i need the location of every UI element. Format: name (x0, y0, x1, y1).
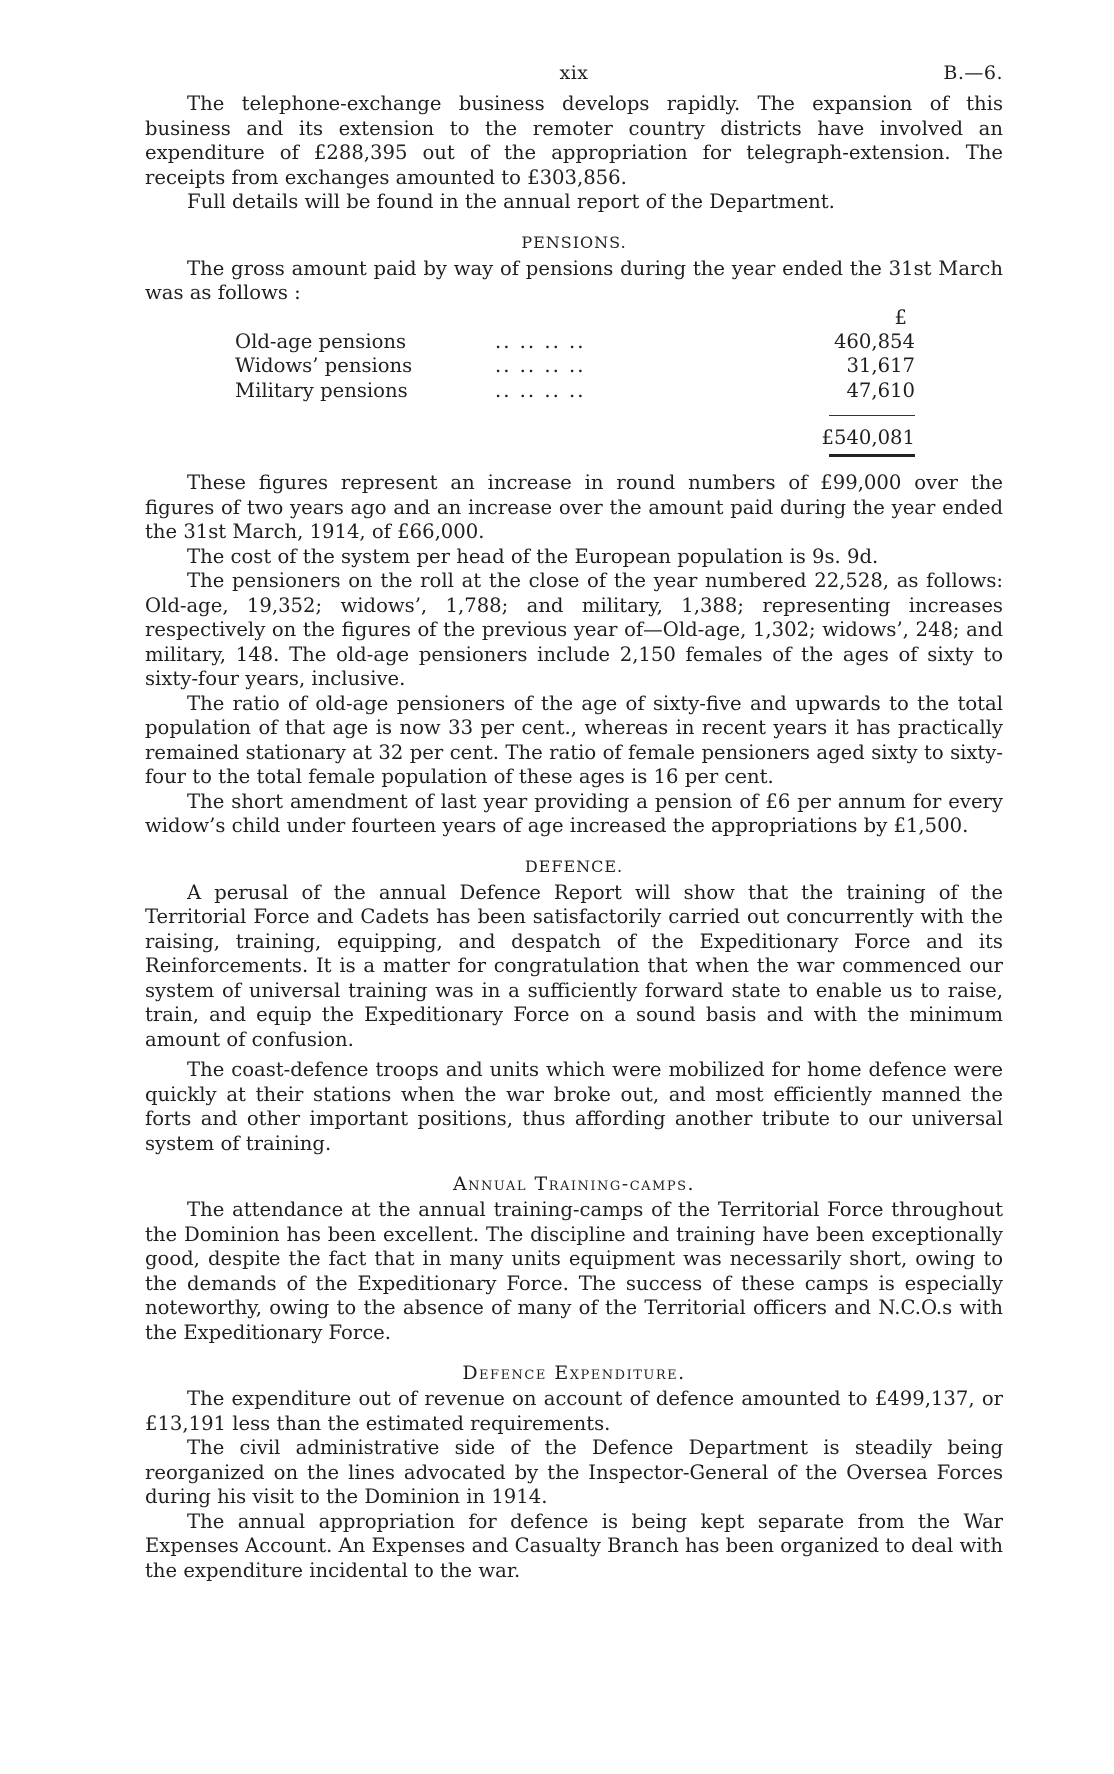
table-row (235, 330, 915, 355)
defence-report-paragraph: A perusal of the annual Defence Report will show that the training of the Territorial Force and Cadets has been satisfactorily carried out concurrently with the raising, training, equipping, and despatch of the Expeditionary Force and its Reinforcements. It is a matter for congratulation that when the war commenced our system of universal training was in a sufficiently forward state to enable us to raise, train, and equip the Expeditionary Force on a sound basis and with the minimum amount of confusion. (145, 880, 1003, 1051)
page-header (145, 62, 1003, 92)
total-rule (829, 454, 915, 457)
row-value: 460,854 (833, 329, 915, 353)
table-row (235, 354, 915, 379)
page-number: xix (559, 62, 589, 84)
row-label: Old-age pensions (235, 329, 407, 353)
row-label: Widows’ pensions (235, 354, 413, 377)
telephone-exchange-paragraph: The telephone-exchange business develops rapidly. The expansion of this business and its extension to the remoter country districts have involved an expenditure of £288,395 out of the appropriation for telegraph-extension. The receipts from exchanges amounted to £303,856. (145, 92, 1003, 189)
pensions-heading: PENSIONS. (521, 232, 627, 252)
subtotal-rule (829, 415, 915, 416)
defence-expenditure-heading: Defence Expenditure. (462, 1362, 686, 1384)
pensions-cost-paragraph: The cost of the system per head of the European population is 9s. 9d. (187, 544, 879, 568)
leader-dots: .. .. .. .. (495, 329, 586, 353)
pensions-intro-paragraph: The gross amount paid by way of pensions during the year ended the 31st March was as follows : (145, 256, 1003, 304)
coast-defence-paragraph: The coast-defence troops and units which were mobilized for home defence were quickly at their stations when the war broke out, and most efficiently manned the forts and other important positions, thus affording another tribute to our universal system of training. (145, 1058, 1003, 1155)
expenditure-revenue-paragraph: The expenditure out of revenue on account of defence amounted to £499,137, or £13,191 less than the estimated requirements. (145, 1387, 1003, 1435)
row-label: Military pensions (235, 378, 408, 402)
currency-unit: £ (894, 305, 907, 329)
pensioners-ratio-paragraph: The ratio of old-age pensioners of the age of sixty-five and upwards to the total population of that age is now 33 per cent., whereas in recent years it has practically remained stationary at 32 per cent. The ratio of female pensioners aged sixty to sixty-four to the total female population of these ages is 16 per cent. (145, 691, 1003, 788)
pensions-increase-paragraph: These figures represent an increase in round numbers of £99,000 over the figures of two years ago and an increase over the amount paid during the year ended the 31st March, 1914, of £66,000. (145, 471, 1003, 543)
training-camps-paragraph: The attendance at the annual training-camps of the Territorial Force throughout the Dominion has been excellent. The discipline and training have been exceptionally good, despite the fact that in many units equipment was necessarily short, owing to the demands of the Expeditionary Force. The success of these camps is especially noteworthy, owing to the absence of many of the Territorial officers and N.C.O.s with the Expeditionary Force. (145, 1198, 1003, 1344)
training-camps-heading: Annual Training-camps. (452, 1173, 696, 1195)
pensions-total: £540,081 (821, 426, 915, 449)
pension-amendment-paragraph: The short amendment of last year providing a pension of £6 per annum for every widow’s child under fourteen years of age increased the appropriations by £1,500. (145, 789, 1003, 837)
row-value: 47,610 (846, 378, 915, 402)
annual-report-paragraph: Full details will be found in the annual report of the Department. (187, 190, 835, 213)
civil-administration-paragraph: The civil administrative side of the Defence Department is steadily being reorganized on the lines advocated by the Inspector-General of the Oversea Forces during his visit to the Dominion in 1914. (145, 1436, 1003, 1508)
table-row (235, 379, 915, 404)
document-reference: B.—6. (943, 62, 1003, 84)
document-page (145, 62, 1003, 1583)
defence-heading: DEFENCE. (524, 856, 624, 876)
leader-dots: .. .. .. .. (495, 354, 586, 377)
row-value: 31,617 (846, 354, 915, 377)
leader-dots: .. .. .. .. (495, 378, 586, 402)
war-expenses-paragraph: The annual appropriation for defence is being kept separate from the War Expenses Account. An Expenses and Casualty Branch has been organized to deal with the expenditure incidental to the war. (145, 1509, 1003, 1582)
pensions-table (235, 306, 915, 458)
pensioners-count-paragraph: The pensioners on the roll at the close of the year numbered 22,528, as follows: Old-age, 19,352; widows’, 1,788; and military, 1,388; representing increases respectively on the figures of the previous year of—Old-age, 1,302; widows’, 248; and military, 148. The old-age pensioners include 2,150 females of the ages of sixty to sixty-four years, inclusive. (145, 569, 1003, 690)
